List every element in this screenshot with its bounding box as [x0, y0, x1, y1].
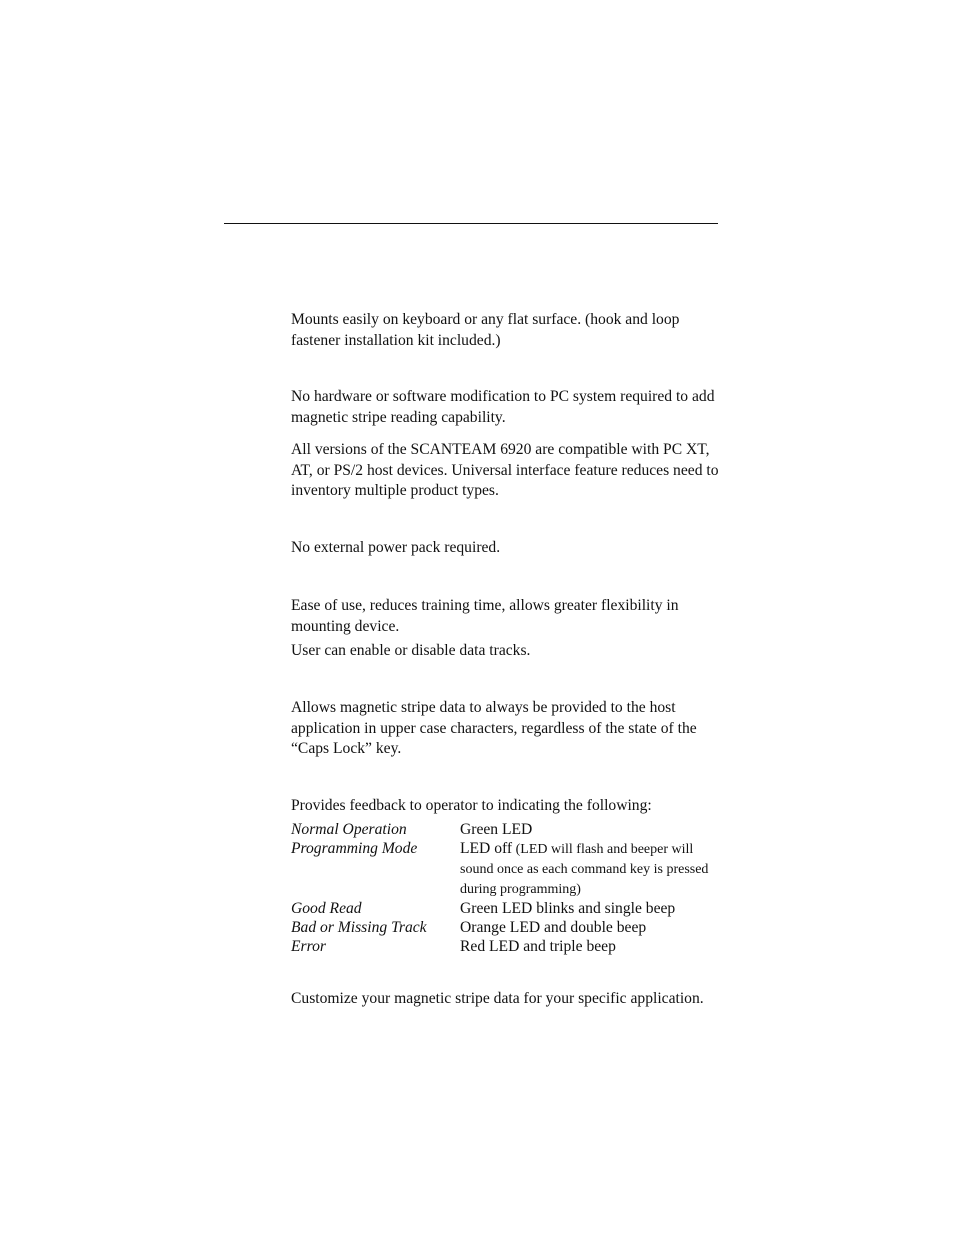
- feature-upper-case-text: Allows magnetic stripe data to always be provided to the host application in upper case characters, regardless of the state of the “Caps Lock” key.: [291, 699, 697, 758]
- led-state-label: Programming Mode: [291, 840, 418, 857]
- feature-ease-of-use-text: Ease of use, reduces training time, allows greater flexibility in mounting device.: [291, 597, 679, 635]
- feature-data-tracks-text: User can enable or disable data tracks.: [291, 642, 531, 659]
- feature-compatibility-text: All versions of the SCANTEAM 6920 are compatible with PC XT, AT, or PS/2 host devices. Universal interface feature reduces need to inventory multiple product types.: [291, 441, 719, 500]
- led-state-label: Good Read: [291, 900, 362, 917]
- led-table-row: [291, 937, 723, 956]
- led-state-label: Bad or Missing Track: [291, 919, 427, 936]
- led-state-label: Error: [291, 938, 326, 955]
- feature-mounting-text: Mounts easily on keyboard or any flat surface. (hook and loop fastener installation kit included.): [291, 311, 680, 349]
- feature-power-text: No external power pack required.: [291, 539, 501, 556]
- led-state-note: (LED will flash and beeper will sound once as each command key is pressed during programming): [460, 842, 709, 897]
- led-indicator-table: [291, 820, 723, 956]
- led-state-value: Green LED: [460, 821, 533, 838]
- led-state-value: Green LED blinks and single beep: [460, 900, 676, 917]
- led-state-label: Normal Operation: [291, 821, 407, 838]
- led-state-main: LED off: [460, 840, 513, 857]
- led-state-value: [460, 839, 723, 899]
- led-table-row: [291, 918, 723, 937]
- header-rule: [224, 223, 718, 224]
- led-state-value: Orange LED and double beep: [460, 919, 647, 936]
- led-table-row: [291, 899, 723, 918]
- led-table-row: [291, 839, 723, 899]
- led-table-row: [291, 820, 723, 839]
- feature-customize-text: Customize your magnetic stripe data for your specific application.: [291, 990, 704, 1007]
- feature-feedback-text: Provides feedback to operator to indicating the following:: [291, 797, 652, 814]
- led-state-value: Red LED and triple beep: [460, 938, 616, 955]
- feature-no-modification-text: No hardware or software modification to PC system required to add magnetic stripe reading capability.: [291, 388, 715, 426]
